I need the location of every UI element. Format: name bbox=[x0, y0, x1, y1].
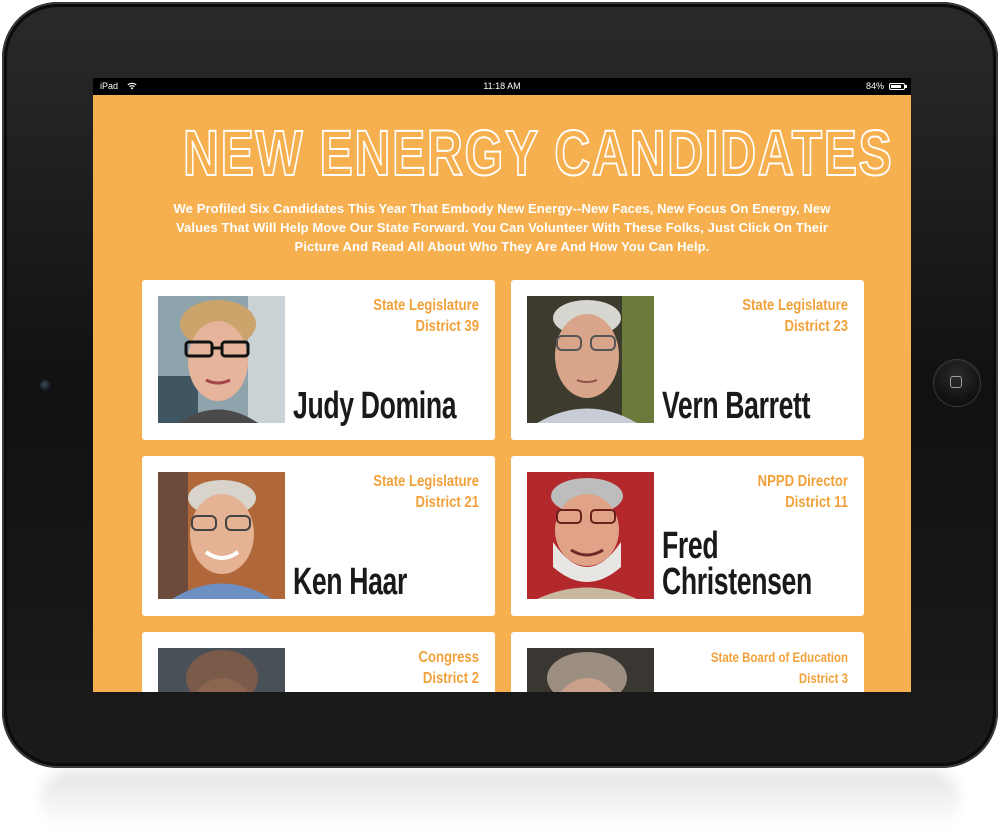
candidate-name[interactable]: Vern Barrett bbox=[662, 385, 811, 427]
candidate-photo[interactable] bbox=[158, 648, 285, 692]
candidate-name[interactable]: Ken Haar bbox=[293, 561, 407, 603]
candidate-photo[interactable] bbox=[158, 296, 285, 423]
candidate-name[interactable]: Fred Christensen bbox=[662, 525, 812, 603]
candidate-card[interactable] bbox=[142, 456, 495, 616]
candidate-card[interactable] bbox=[511, 456, 864, 616]
ipad-screen bbox=[93, 78, 911, 692]
candidate-photo[interactable] bbox=[527, 472, 654, 599]
portrait-image bbox=[158, 296, 285, 423]
intro-text: We Profiled Six Candidates This Year That Embody New Energy--New Faces, New Focus On Energy, New Values That Will Help Move Our State Forward. You Can Volunteer With These Folks, Just Click On Their Picture And Read All About Who They Are And How You Can Help. bbox=[173, 201, 831, 254]
candidate-office: NPPD Director District 11 bbox=[757, 473, 848, 511]
status-bar bbox=[93, 78, 911, 95]
portrait-image bbox=[527, 648, 654, 692]
battery-percentage: 84% bbox=[865, 81, 884, 91]
portrait-image bbox=[158, 648, 285, 692]
device-reflection bbox=[40, 770, 960, 830]
page-content bbox=[93, 95, 911, 692]
candidate-office: State Legislature District 23 bbox=[742, 297, 848, 335]
candidate-card[interactable] bbox=[511, 632, 864, 692]
candidate-office: State Board of Education District 3 bbox=[710, 649, 848, 686]
candidate-photo[interactable] bbox=[527, 296, 654, 423]
candidate-card[interactable] bbox=[142, 632, 495, 692]
front-camera bbox=[40, 380, 51, 391]
candidate-photo[interactable] bbox=[158, 472, 285, 599]
candidate-office: State Legislature District 39 bbox=[373, 297, 479, 335]
portrait-image bbox=[527, 296, 654, 423]
portrait-image bbox=[158, 472, 285, 599]
ipad-frame bbox=[2, 2, 998, 768]
candidate-office: Congress District 2 bbox=[418, 649, 479, 687]
candidate-name[interactable]: Judy Domina bbox=[293, 385, 457, 427]
home-square-icon bbox=[950, 376, 962, 388]
clock: 11:18 AM bbox=[483, 81, 521, 91]
battery-icon bbox=[889, 83, 905, 90]
page-title: NEW ENERGY CANDIDATES bbox=[182, 117, 894, 189]
candidate-card[interactable] bbox=[142, 280, 495, 440]
home-button[interactable] bbox=[934, 360, 980, 406]
portrait-image bbox=[527, 472, 654, 599]
candidate-card[interactable] bbox=[511, 280, 864, 440]
candidate-photo[interactable] bbox=[527, 648, 654, 692]
carrier-label: iPad bbox=[100, 81, 119, 91]
battery-fill bbox=[891, 85, 901, 88]
candidate-office: State Legislature District 21 bbox=[373, 473, 479, 511]
